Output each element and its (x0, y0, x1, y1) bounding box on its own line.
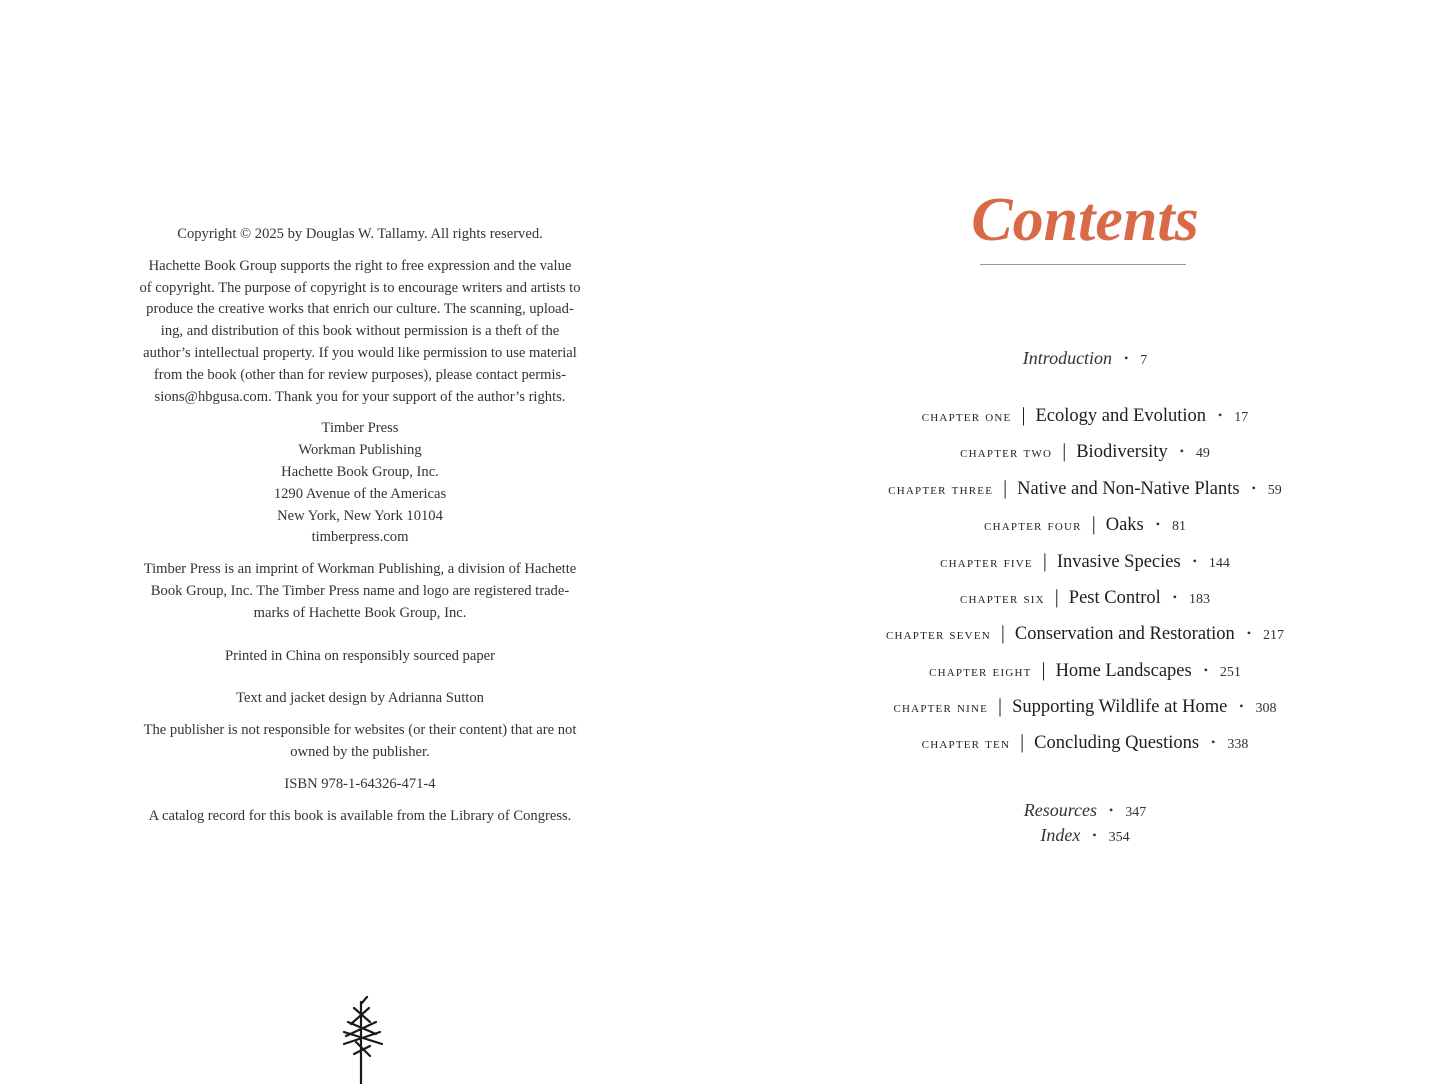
imprint-line: marks of Hachette Book Group, Inc. (253, 604, 467, 621)
bullet-separator: • (1124, 351, 1129, 365)
chapter-title: Conservation and Restoration (1014, 624, 1235, 644)
imprint-line: Book Group, Inc. The Timber Press name and logo are registered trade- (150, 582, 570, 599)
publisher-note (120, 720, 600, 764)
hachette-line: from the book (other than for review purposes), please contact permis- (153, 366, 567, 383)
bullet-separator: • (1155, 517, 1160, 531)
bar-separator: | (1054, 586, 1059, 608)
catalog-line: A catalog record for this book is available from the Library of Congress. (148, 807, 572, 824)
toc-page-number: 338 (1227, 737, 1249, 752)
address-line: 1290 Avenue of the Americas (273, 485, 447, 502)
imprint-line: Timber Press is an imprint of Workman Publishing, a division of Hachette (143, 561, 577, 578)
chapter-title: Concluding Questions (1034, 733, 1200, 753)
copyright-page (120, 224, 600, 837)
toc-page-number: 7 (1140, 353, 1148, 368)
printed-line: Printed in China on responsibly sourced paper (225, 647, 495, 664)
bullet-separator: • (1211, 735, 1216, 749)
chapter-label: chapter seven (885, 627, 991, 643)
chapter-title: Biodiversity (1076, 442, 1168, 462)
toc-chapter[interactable] (860, 477, 1310, 500)
design-credit: Text and jacket design by Adrianna Sutton (236, 690, 484, 707)
bullet-separator: • (1109, 803, 1114, 817)
toc-index[interactable] (860, 825, 1310, 846)
bar-separator: | (1021, 404, 1026, 426)
address-line: New York, New York 10104 (277, 507, 443, 524)
bar-separator: | (1000, 622, 1005, 644)
bullet-separator: • (1179, 444, 1184, 458)
chapter-label: chapter nine (893, 700, 989, 716)
hachette-line: ing, and distribution of this book without permission is a theft of the (160, 323, 560, 340)
toc-chapter[interactable] (860, 659, 1310, 682)
toc-entry-label: Resources (1023, 800, 1098, 820)
bullet-separator: • (1192, 554, 1197, 568)
chapter-label: chapter one (921, 409, 1012, 425)
publisher-note-line: owned by the publisher. (290, 743, 430, 760)
toc-chapter[interactable] (860, 586, 1310, 609)
chapter-label: chapter ten (921, 736, 1011, 752)
toc-page-number: 144 (1208, 556, 1230, 571)
toc-resources[interactable] (860, 800, 1310, 821)
address-line: timberpress.com (311, 529, 409, 546)
hachette-line: of copyright. The purpose of copyright is to encourage writers and artists to (139, 279, 581, 296)
bar-separator: | (1062, 440, 1067, 462)
toc-page-number: 59 (1267, 483, 1282, 498)
bar-separator: | (1003, 477, 1008, 499)
bullet-separator: • (1203, 663, 1208, 677)
hachette-paragraph (120, 256, 600, 409)
chapter-label: chapter six (959, 591, 1045, 607)
chapter-title: Pest Control (1068, 588, 1161, 608)
address-line: Hachette Book Group, Inc. (281, 463, 439, 480)
bullet-separator: • (1218, 408, 1223, 422)
toc-page-number: 217 (1263, 628, 1285, 643)
chapter-label: chapter three (888, 482, 994, 498)
hachette-line: produce the creative works that enrich our culture. The scanning, upload- (146, 301, 574, 318)
bullet-separator: • (1251, 481, 1256, 495)
chapter-label: chapter four (984, 518, 1082, 534)
bar-separator: | (1020, 731, 1025, 753)
toc-chapter[interactable] (860, 731, 1310, 754)
toc-chapter[interactable] (860, 695, 1310, 718)
chapter-title: Invasive Species (1056, 552, 1181, 572)
hachette-line: Hachette Book Group supports the right to free expression and the value (148, 257, 572, 274)
bullet-separator: • (1092, 828, 1097, 842)
contents-title: Contents (971, 186, 1199, 254)
toc-chapter[interactable] (860, 622, 1310, 645)
chapter-title: Oaks (1105, 515, 1144, 535)
bar-separator: | (998, 695, 1003, 717)
toc-page-number: 183 (1189, 592, 1210, 607)
imprint-paragraph (120, 559, 600, 624)
toc-page-number: 17 (1234, 410, 1249, 425)
timber-press-tree-logo-icon (336, 994, 388, 1084)
bullet-separator: • (1246, 626, 1252, 640)
publisher-address (120, 418, 600, 549)
chapter-title: Native and Non-Native Plants (1017, 479, 1240, 499)
toc-entry-label: Introduction (1022, 348, 1113, 368)
toc-chapter[interactable] (860, 550, 1310, 573)
bar-separator: | (1042, 550, 1047, 572)
toc-page-number: 251 (1219, 665, 1241, 680)
toc-page-number: 308 (1255, 701, 1277, 716)
toc-page-number: 81 (1171, 519, 1186, 534)
chapter-title: Home Landscapes (1055, 661, 1192, 681)
address-line: Timber Press (321, 420, 399, 437)
bullet-separator: • (1239, 699, 1244, 713)
isbn: ISBN 978-1-64326-471-4 (284, 775, 436, 792)
bar-separator: | (1091, 513, 1096, 535)
chapter-label: chapter two (960, 445, 1053, 461)
chapter-label: chapter eight (929, 664, 1032, 680)
toc-chapter[interactable] (860, 404, 1310, 427)
title-rule (980, 264, 1186, 265)
toc-chapter[interactable] (860, 440, 1310, 463)
bar-separator: | (1041, 659, 1046, 681)
chapter-title: Supporting Wildlife at Home (1012, 697, 1228, 717)
address-line: Workman Publishing (298, 442, 422, 459)
hachette-line: author’s intellectual property. If you would like permission to use material (143, 344, 577, 361)
toc-chapter[interactable] (860, 513, 1310, 536)
toc-page-number: 49 (1195, 446, 1210, 461)
chapter-title: Ecology and Evolution (1035, 406, 1207, 426)
hachette-line: sions@hbgusa.com. Thank you for your support of the author’s rights. (154, 388, 566, 405)
toc-introduction[interactable] (860, 348, 1310, 369)
toc-page-number: 354 (1108, 830, 1130, 845)
publisher-note-line: The publisher is not responsible for websites (or their content) that are not (143, 722, 577, 739)
toc-entry-label: Index (1040, 825, 1081, 845)
chapter-label: chapter five (940, 555, 1033, 571)
bullet-separator: • (1172, 590, 1177, 604)
toc-page-number: 347 (1125, 805, 1147, 820)
copyright-line: Copyright © 2025 by Douglas W. Tallamy. All rights reserved. (177, 226, 543, 242)
